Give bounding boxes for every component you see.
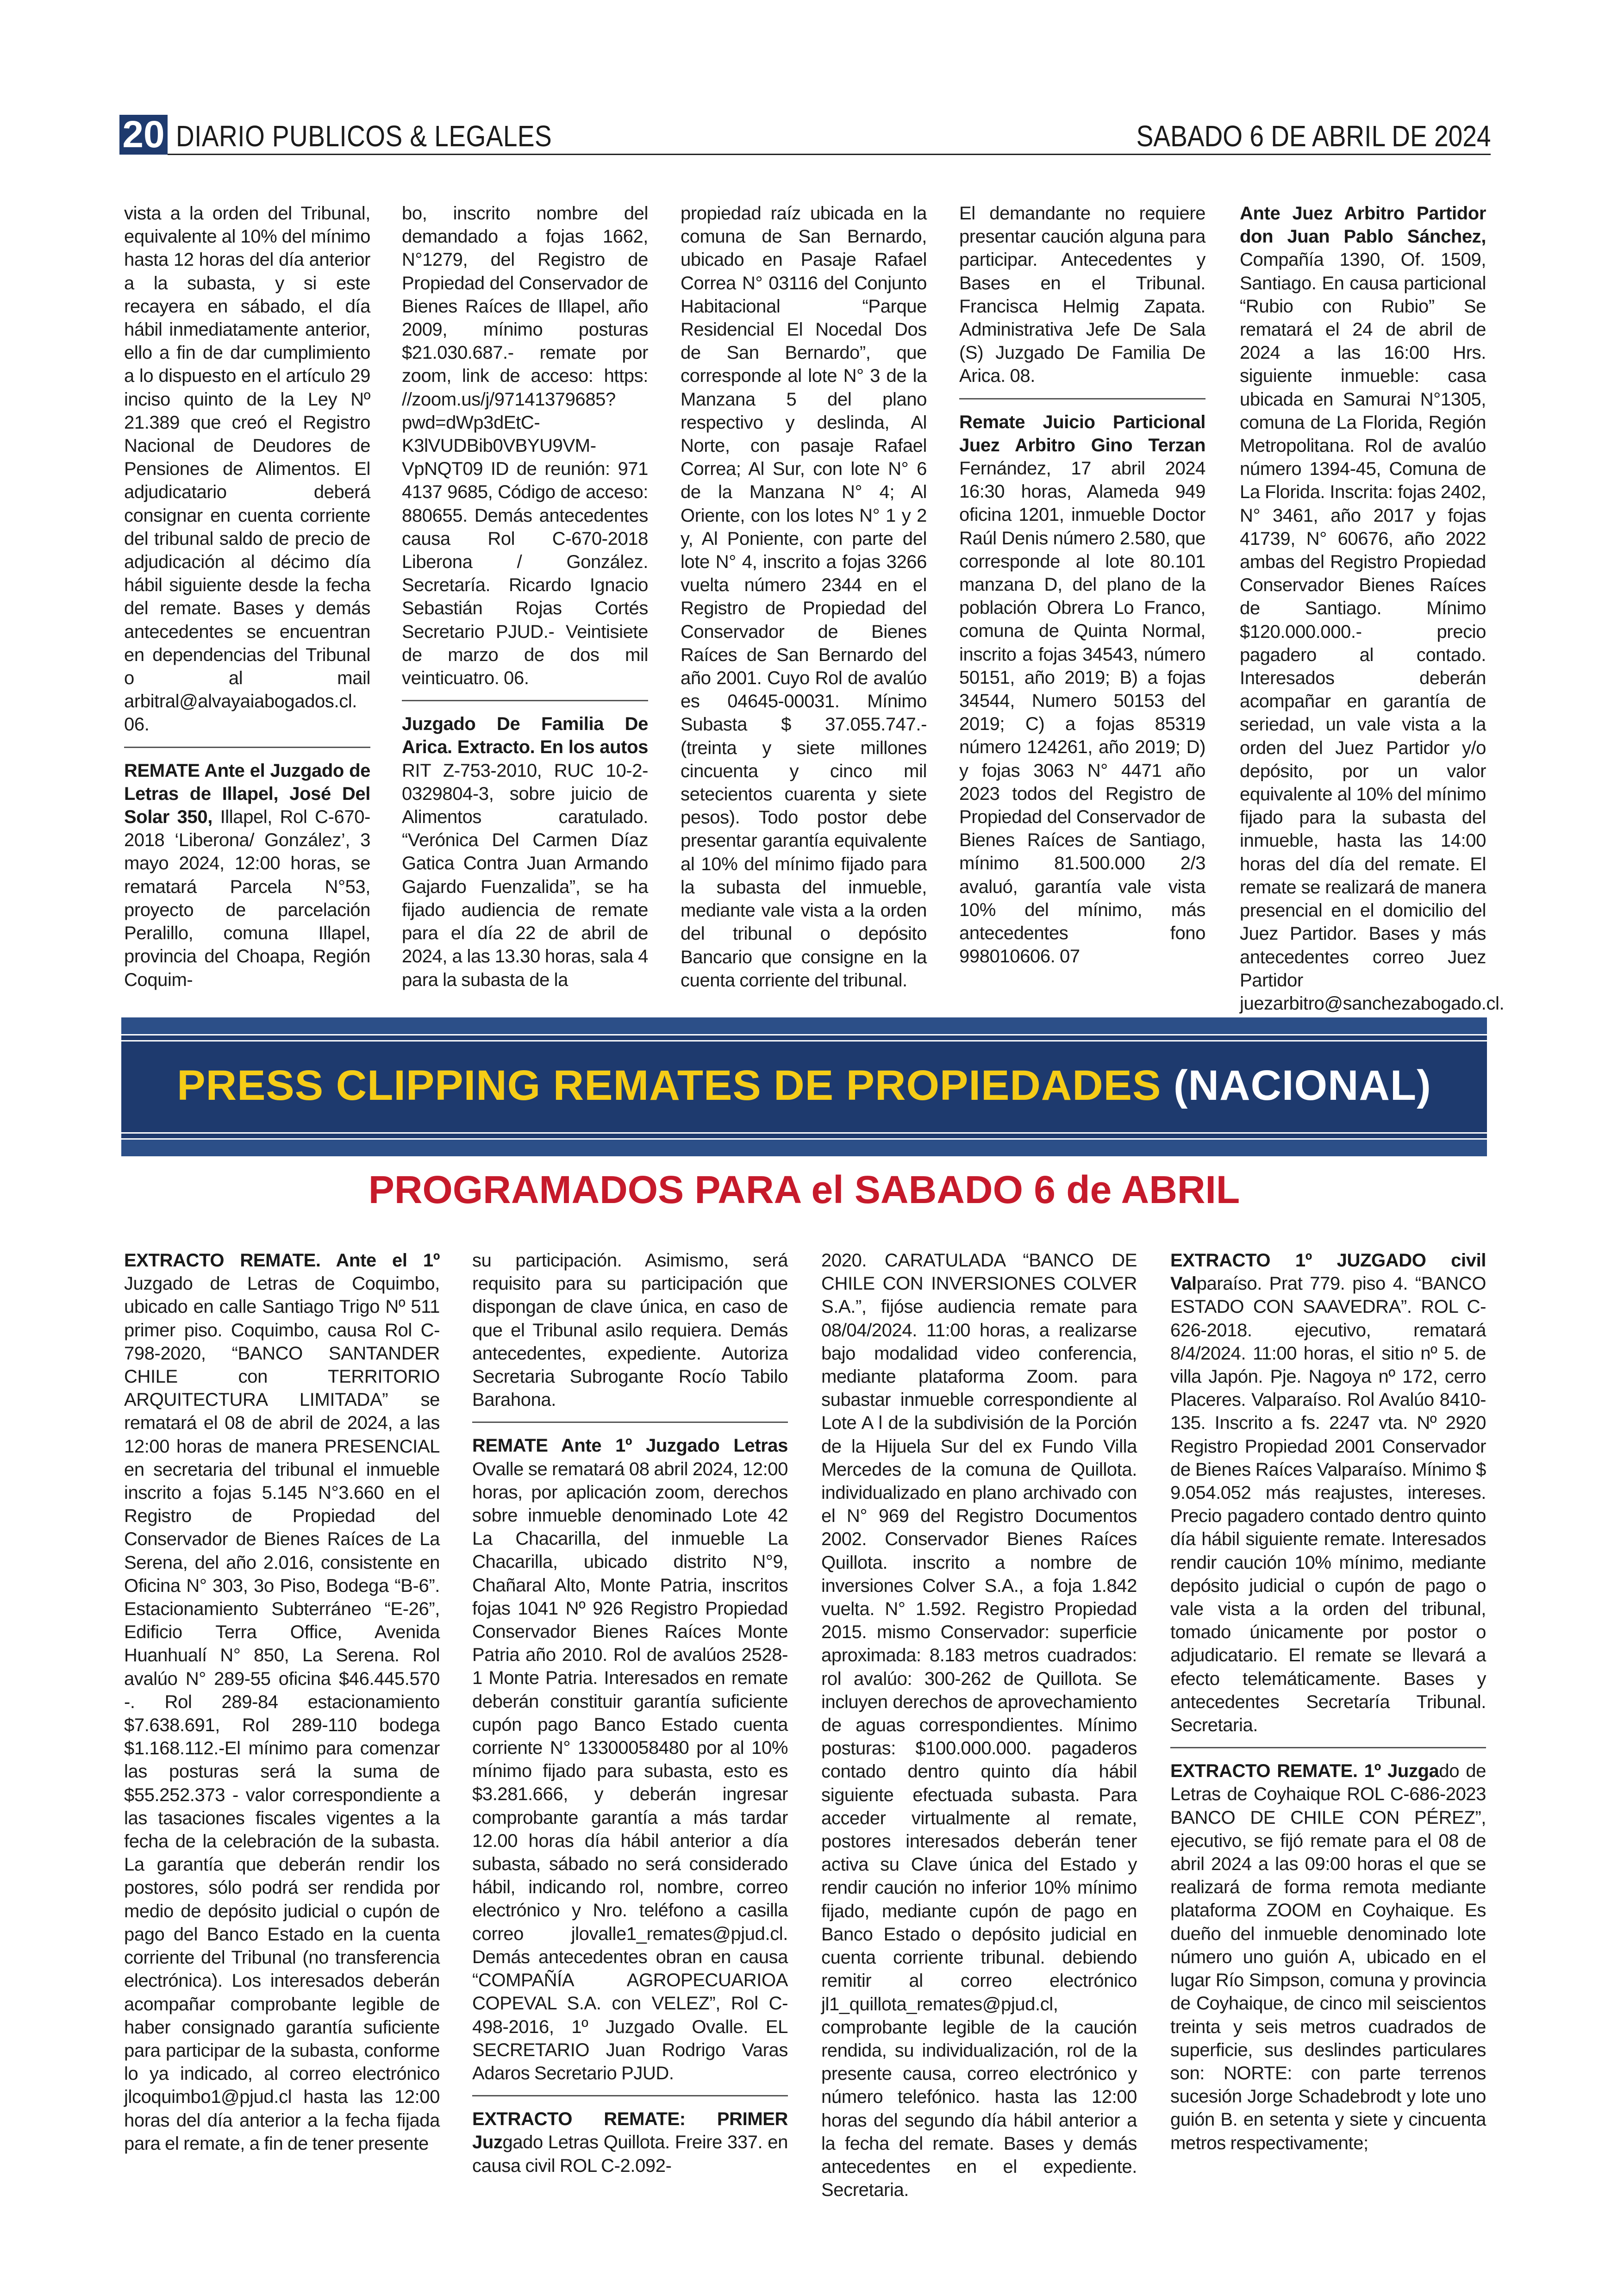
page-header bbox=[119, 111, 1491, 155]
bottom-column-2 bbox=[472, 1249, 788, 2244]
top-column-4 bbox=[959, 202, 1206, 967]
notice-text: REMATE Ante 1º Juzgado Letras Ovalle se rematará 08 abril 2024, 12:00 horas, por aplicación zoom, derechos sobre inmueble denominado Lote 42 La Chacarilla, del inmueble La Chacarilla, ubicado distrito N°9, Chañaral Alto, Monte Patria, inscritos fojas 1041 Nº 926 Registro Propiedad Conservador Bienes Raíces Monte Patria año 2010. Rol de avalúos 2528-1 Monte Patria. Interesados en remate deberán constituir garantía suficiente cupón pago Banco Estado cuenta corriente N° 13300058480 por al 10% mínimo fijado para subasta, esto es $3.281.666, y deberán ingresar comprobante garantía a más tardar 12.00 horas día hábil anterior a día subasta, sábado no será considerado hábil, indicando rol, nombre, correo electrónico y Nro. teléfono a casilla correo jlovalle1_remates@pjud.cl. Demás antecedentes obran en causa “COMPAÑÍA AGROPECUARIOA COPEVAL S.A. con VELEZ”, Rol C-498-2016, 1º Juzgado Ovalle. EL SECRETARIO Juan Rodrigo Varas Adaros Secretario PJUD. bbox=[472, 1435, 788, 2083]
top-column-5 bbox=[1240, 202, 1505, 1014]
notice-divider bbox=[959, 398, 1206, 399]
notice-text: Juzgado De Familia De Arica. Extracto. En los autos RIT Z-753-2010, RUC 10-2-0329804-3, sobre juicio de Alimentos caratulado. “Verónica Del Carmen Díaz Gatica Contra Juan Armando Gajardo Fuenzalida”, se ha fijado audiencia de remate para el día 22 de abril de 2024, a las 13.30 horas, sala 4 para la subasta de la bbox=[402, 714, 648, 990]
notice-divider bbox=[472, 1422, 788, 1423]
notice-text: vista a la orden del Tribunal, equivalente al 10% del mínimo hasta 12 horas del día anterior a la subasta, y si este recayera en sábado, el día hábil inmediatamente anterior, ello a fin de dar cumplimiento a lo dispuesto en el artículo 29 inciso quinto de la Ley Nº 21.389 que creó el Registro Nacional de Deudores de Pensiones de Alimentos. El adjudicatario deberá consignar en cuenta corriente del tribunal saldo de precio de adjudicación al décimo día hábil siguiente desde la fecha del remate. Bases y demás antecedentes se encuentran en dependencias del Tribunal o al mail arbitral@alvayaiabogados.cl. 06. bbox=[124, 203, 370, 735]
issue-date: SABADO 6 DE ABRIL DE 2024 bbox=[1136, 119, 1491, 153]
notice-divider bbox=[124, 747, 370, 748]
page-number: 20 bbox=[119, 115, 168, 155]
notice-heading: Juzgado De Familia De Arica. Extracto. En los autos bbox=[402, 714, 648, 758]
notice-text: EXTRACTO REMATE. Ante el 1º Juzgado de Letras de Coquimbo, ubicado en calle Santiago Trigo Nº 511 primer piso. Coquimbo, causa Rol C-798-2020, “BANCO SANTANDER CHILE con TERRITORIO ARQUITECTURA LIMITADA” se rematará el 08 de abril de 2024, a las 12:00 horas de manera PRESENCIAL en secretaria del tribunal el inmueble inscrito a fojas 5.145 N°3.660 en el Registro de Propiedad del Conservador de Bienes Raíces de La Serena, del año 2.016, consistente en Oficina N° 303, 3o Piso, Bodega “B-6”. Estacionamiento Subterráneo “E-26”, Edificio Terra Office, Avenida Huanhualí N° 850, La Serena. Rol avalúo N° 289-55 oficina $46.445.570 -. Rol 289-84 estacionamiento $7.638.691, Rol 289-110 bodega $1.168.112.-El mínimo para comenzar las posturas será la suma de $55.252.373 - valor correspondiente a las tasaciones fiscales vigentes a la fecha de la celebración de la subasta. La garantía que deberán rendir los postores, sólo podrá ser rendida por medio de depósito judicial o cupón de pago del Banco Estado en la cuenta corriente del Tribunal (no transferencia electrónica). Los interesados deberán acompañar comprobante legible de haber consignado garantía suficiente para participar de la subasta, conforme lo ya indicado, al correo electrónico jlcoquimbo1@pjud.cl hasta las 12:00 horas del día anterior a la fecha fijada para el remate, a fin de tener presente bbox=[124, 1250, 440, 2154]
notice-text: REMATE Ante el Juzgado de Letras de Illapel, José Del Solar 350, Illapel, Rol C-670-2018 ‘Liberona/ González’, 3 mayo 2024, 12:00 horas, se rematará Parcela N°53, proyecto de parcelación Peralillo, comuna Illapel, provincia del Choapa, Región Coquim- bbox=[124, 760, 370, 990]
press-clipping-banner bbox=[121, 1017, 1487, 1156]
notice-text: bo, inscrito nombre del demandado a fojas 1662, N°1279, del Registro de Propiedad del Conservador de Bienes Raíces de Illapel, año 2009, mínimo posturas $21.030.687.- remate por zoom, link de acceso: https: //zoom.us/j/97141379685?pwd=dWp3dEtC-K3lVUDBib0VBYU9VM-VpNQT09 ID de reunión: 971 4137 9685, Código de acceso: 880655. Demás antecedentes causa Rol C-670-2018 Liberona / González. Secretaría. Ricardo Ignacio Sebastián Rojas Cortés Secretario PJUD.- Veintisiete de marzo de dos mil veinticuatro. 06. bbox=[402, 203, 648, 689]
newspaper-name: DIARIO PUBLICOS & LEGALES bbox=[176, 119, 552, 153]
notice-text: El demandante no requiere presentar caución alguna para participar. Antecedentes y Bases en el Tribunal. Francisca Helmig Zapata. Administrativa Jefe De Sala (S) Juzgado De Familia De Arica. 08. bbox=[959, 203, 1206, 387]
notice-divider bbox=[472, 2095, 788, 2096]
notice-text: propiedad raíz ubicada en la comuna de San Bernardo, ubicado en Pasaje Rafael Correa N° 03116 del Conjunto Habitacional “Parque Residencial El Nocedal Dos de San Bernardo”, que corresponde al lote N° 3 de la Manzana 5 del plano respectivo y deslinda, Al Norte, con pasaje Rafael Correa; Al Sur, con lote N° 6 de la Manzana N° 4; Al Oriente, con los lotes N° 1 y 2 y, Al Poniente, con parte del lote N° 4, inscrito a fojas 3266 vuelta número 2344 en el Registro de Propiedad del Conservador de Bienes Raíces de San Bernardo del año 2001. Cuyo Rol de avalúo es 04645-00031. Mínimo Subasta $ 37.055.747.- (treinta y siete millones cincuenta y cinco mil setecientos cuarenta y siete pesos). Todo postor debe presentar garantía equivalente al 10% del mínimo fijado para la subasta del inmueble, mediante vale vista a la orden del tribunal o depósito Bancario que consigne en la cuenta corriente del tribunal. bbox=[681, 203, 927, 991]
bottom-column-3 bbox=[821, 1249, 1137, 2244]
banner-title: PRESS CLIPPING REMATES DE PROPIEDADES (NACIONAL) bbox=[177, 1062, 1431, 1109]
bottom-column-4 bbox=[1170, 1249, 1486, 2244]
notice-heading: Ante Juez Arbitro Partidor don Juan Pablo Sánchez, bbox=[1240, 203, 1486, 247]
top-column-3 bbox=[681, 202, 927, 991]
notice-divider bbox=[402, 700, 648, 701]
section-subheading: PROGRAMADOS PARA el SABADO 6 de ABRIL bbox=[368, 1168, 1240, 1211]
notice-text: 2020. CARATULADA “BANCO DE CHILE CON INVERSIONES COLVER S.A.”, fijóse audiencia remate para 08/04/2024. 11:00 horas, a realizarse bajo modalidad video conferencia, mediante plataforma Zoom. para subastar inmueble correspondiente al Lote A l de la subdivisión de la Porción de la Hijuela Sur del ex Fundo Villa Mercedes de la comuna de Quillota. individualizado en plano archivado con el N° 969 del Registro Documentos 2002. Conservador Bienes Raíces Quillota. inscrito a nombre de inversiones Colver S.A., a foja 1.842 vuelta. N° 1.592. Registro Propiedad 2015. mismo Conservador: superficie aproximada: 8.183 metros cuadrados: rol avalúo: 300-262 de Quillota. Se incluyen derechos de aprovechamiento de aguas correspondientes. Mínimo posturas: $100.000.000. pagaderos contado dentro quinto día hábil siguiente efectuada subasta. Para acceder virtualmente al remate, postores interesados deberán tener activa su Clave única del Estado y rendir caución no inferior 10% mínimo fijado, mediante cupón de pago en Banco Estado o depósito judicial en cuenta corriente tribunal. debiendo remitir al correo electrónico jl1_quillota_remates@pjud.cl, comprobante legible de la caución rendida, su individualización, rol de la presente causa, correo electrónico y número telefónico. hasta las 12:00 horas del segundo día hábil anterior a la fecha del remate. Bases y demás antecedentes en el expediente. Secretaria. bbox=[821, 1250, 1137, 2201]
top-column-1 bbox=[124, 202, 370, 990]
notice-heading: REMATE Ante 1º Juzgado Letras bbox=[472, 1435, 788, 1456]
notice-text: su participación. Asimismo, será requisito para su participación que dispongan de clave única, en caso de que el Tribunal asilo requiera. Demás antecedentes, expediente. Autoriza Secretaria Subrogante Rocío Tabilo Barahona. bbox=[472, 1250, 788, 1410]
notice-heading: REMATE Ante el Juzgado de Letras de Illapel, José Del Solar 350, bbox=[124, 760, 370, 828]
notice-heading: EXTRACTO 1º JUZGADO civil Val bbox=[1170, 1250, 1486, 1294]
notice-text: EXTRACTO 1º JUZGADO civil Valparaíso. Prat 779. piso 4. “BANCO ESTADO CON SAAVEDRA”. ROL C-626-2018. ejecutivo, rematará 8/4/2024. 11:00 horas, el sitio nº 5. de villa Japón. Pje. Nagoya nº 172, cerro Placeres. Valparaíso. Rol Avalúo 8410-135. Inscrito a fs. 2247 vta. Nº 2920 Registro Propiedad 2001 Conservador de Bienes Raíces Valparaíso. Mínimo $ 9.054.052 más reajustes, intereses. Precio pagadero contado dentro quinto día hábil siguiente remate. Interesados rendir caución 10% mínimo, mediante depósito judicial o cupón de pago o vale vista a la orden del tribunal, tomado únicamente por postor o adjudicatario. El remate se llevará a efecto telemáticamente. Bases y antecedentes Secretaría Tribunal. Secretaria. bbox=[1170, 1250, 1486, 1736]
notice-heading: EXTRACTO REMATE: PRIMER Juz bbox=[472, 2109, 788, 2153]
bottom-column-1 bbox=[124, 1249, 440, 2244]
top-column-2 bbox=[402, 202, 648, 990]
notice-heading: EXTRACTO REMATE. 1º Juzga bbox=[1170, 1761, 1439, 1782]
notice-text: EXTRACTO REMATE. 1º Juzgado de Letras de Coyhaique ROL C-686-2023 BANCO DE CHILE CON PÉREZ”, ejecutivo, se fijó remate para el 08 de abril 2024 a las 09:00 horas el que se realizará de forma remota mediante plataforma ZOOM en Coyhaique. Es dueño del inmueble denominado lote número uno guión A, ubicado en el lugar Río Simpson, comuna y provincia de Coyhaique, de cinco mil seiscientos treinta y seis metros cuadrados de superficie, sus deslindes particulares son: NORTE: con parte terrenos sucesión Jorge Schadebrodt y lote uno guión B. en setenta y siete y cincuenta metros respectivamente; bbox=[1170, 1761, 1486, 2153]
notice-text: EXTRACTO REMATE: PRIMER Juzgado Letras Quillota. Freire 337. en causa civil ROL C-2.092- bbox=[472, 2109, 788, 2176]
notice-text: Remate Juicio Particional Juez Arbitro Gino Terzan Fernández, 17 abril 2024 16:30 horas, Alameda 949 oficina 1201, inmueble Doctor Raúl Denis número 2.580, que corresponde al lote 80.101 manzana D, del plano de la población Obrera Lo Franco, comuna de Quinta Normal, inscrito a fojas 34543, número 50151, año 2019; B) a fojas 34544, Numero 50153 del 2019; C) a fojas 85319 número 124261, año 2019; D) y fojas 3063 N° 4471 año 2023 todos del Registro de Propiedad del Conservador de Bienes Raíces de Santiago, mínimo 81.500.000 2/3 avaluó, garantía vale vista 10% del mínimo, más antecedentes fono 998010606. 07 bbox=[959, 412, 1206, 967]
notice-heading: EXTRACTO REMATE. Ante el 1º bbox=[124, 1250, 440, 1271]
notice-heading: Remate Juicio Particional Juez Arbitro Gino Terzan bbox=[959, 412, 1206, 455]
notice-divider bbox=[1170, 1747, 1486, 1748]
notice-text: Ante Juez Arbitro Partidor don Juan Pablo Sánchez, Compañía 1390, Of. 1509, Santiago. En causa particional “Rubio con Rubio” Se rematará el 24 de abril de 2024 a las 16:00 Hrs. siguiente inmueble: casa ubicada en Samurai N°1305, comuna de La Florida, Región Metropolitana. Rol de avalúo número 1394-45, Comuna de La Florida. Inscrita: fojas 2402, N° 3461, año 2017 y fojas 41739, N° 60676, año 2022 ambas del Registro Propiedad Conservador Bienes Raíces de Santiago. Mínimo $120.000.000.- precio pagadero al contado. Interesados deberán acompañar en garantía de seriedad, un vale vista a la orden del Juez Partidor y/o depósito, por un valor equivalente al 10% del mínimo fijado para la subasta del inmueble, hasta las 14:00 horas del día del remate. El remate se realizará de manera presencial en el domicilio del Juez Partidor. Bases y más antecedentes correo Juez Partidor juezarbitro@sanchezabogado.cl. bbox=[1240, 203, 1505, 1014]
header-rule bbox=[168, 154, 1491, 155]
